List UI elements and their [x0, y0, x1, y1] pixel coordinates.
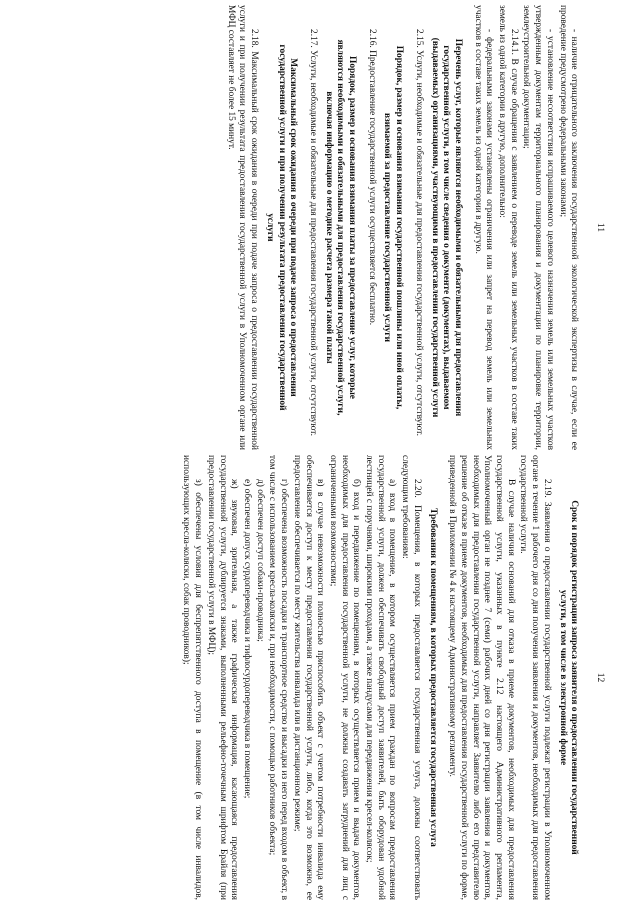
- paragraph: з) обеспечены условия для беспрепятственного доступа в помещение (в том числе инвалидов, использующих кресла-коляски, собак проводников);: [181, 455, 204, 900]
- section-heading: Перечень услуг, которые являются необходимыми и обязательными для предоставления государственной услуги, в том числе сведения о документе (документах), выдаваемом (выдаваемых) организациями, участвующими в предоставлении государственной услуги: [429, 37, 463, 418]
- paragraph: 2.19. Заявления о предоставлении государственной услуги подлежат регистрации в Уполномоченном органе в течение 1 рабочего дня со дня получения заявления и документов, необходимых для предоставления государственной услуги.: [518, 455, 552, 900]
- section-heading: Максимальный срок ожидания в очереди при подаче запроса о предоставлении государственной услуги и при получении результата предоставления государственной услуги: [264, 44, 299, 411]
- paragraph: - наличие отрицательного заключения государственной экологической экспертизы в случае, если ее проведение предусмотрено федеральными законами;: [557, 5, 580, 450]
- page-11: [5, 5, 605, 450]
- paragraph: ж) звуковая, зрительная, а также графическая информация, касающаяся предоставления государственной услуги, дублируется знаками, выполненными рельефно-точечным шрифтом Брайля (при предоставлении государственной услуги в МФЦ);: [205, 455, 240, 900]
- page-12: [5, 455, 605, 900]
- paragraph: 2.17. Услуги, необходимые и обязательные для предоставления государственной услуги, отсутствуют.: [307, 29, 318, 436]
- paragraph: 2.15. Услуги, необходимые и обязательные для предоставления государственной услуги, отсутствуют.: [413, 29, 424, 436]
- page-number: 11: [595, 222, 605, 233]
- page-number: 12: [595, 672, 605, 683]
- paragraph: 2.16. Предоставление государственной услуги осуществляется бесплатно.: [366, 29, 377, 326]
- paragraph: б) вход и передвижение по помещениям, в которых осуществляется прием и выдача документов, необходимых для предоставления государственной услуги, не должны создавать затруднений для лиц с ограниченными возможностями;: [327, 455, 362, 900]
- paragraph: 2.20. Помещения, в которых предоставляется государственная услуга, должны соответствовать следующим требованиям:: [400, 455, 422, 900]
- paragraph: 2.14.1. В случае обращения с заявлением о переводе земель или земельных участков в составе таких земель из одной категории в другую, дополнительно:: [497, 5, 519, 450]
- section-heading: Порядок, размер и основания взимания платы за предоставление услуг, которые являются необходимыми и обязательными для предоставления государственной услуги, включая информацию о методике расчета размера такой платы: [323, 39, 358, 416]
- paragraph: в) в случае невозможности полностью приспособить объект с учетом потребности инвалида ему обеспечивается доступ к месту предоставления государственной услуги, либо, когда это возможно, ее предоставление обеспечивается по месту жительства инвалида или в дистанционном режиме;: [291, 455, 326, 900]
- paragraph: - федеральными законами установлены ограничения или запрет на перевод земель или земельных участков в составе таких земель из одной категории в другую.: [472, 5, 495, 450]
- paragraph: - установление несоответствия испрашиваемого целевого назначения земель или земельных участков утвержденным документам территориального планирования и документации по планировке территории, землеустроительной документации;: [521, 5, 555, 450]
- paragraph: г) обеспечена возможность посадки в транспортное средство и высадки из него перед входом в объект, в том числе с использованием кресла-коляски и, при необходимости, с помощью работников объекта;: [267, 455, 290, 900]
- paragraph: 2.18. Максимальный срок ожидания в очереди при подаче запроса о предоставлении государственной услуги и при получении результата предоставления государственной услуги в Уполномоченном органе или МФЦ составляет не более 15 минут.: [225, 5, 260, 450]
- paragraph: а) вход в помещение, в котором осуществляется прием граждан по вопросам предоставления государственной услуги, должен обеспечивать свободный доступ заявителей, быть оборудован удобной лестницей с поручнями, широкими проходами, а также пандусами для передвижения кресел-колясок;: [364, 455, 398, 900]
- section-heading: Порядок, размер и основания взимания государственной пошлины или иной оплаты, взимаемой за предоставление государственной услуги: [382, 45, 405, 410]
- paragraph: е) обеспечен допуск сурдопереводчика и тифлосурдопереводчика в помещение;: [242, 479, 253, 799]
- section-heading: Требования к помещениям, в которых предоставляется государственная услуга: [427, 508, 438, 847]
- section-heading: Срок и порядок регистрации запроса заявителя о предоставлении государственной услуги, в том числе в электронной форме: [557, 500, 580, 855]
- paragraph: В случае наличия оснований для отказа в приеме документов, необходимых для предоставления государственной услуги, указанных в пункте 2.12 настоящего Административного регламента, Уполномоченный орган не позднее 7 (семи) рабочих дней со дня регистрации заявления и документов, необходимых для предоставления государственной услуги, направляет Заявителю либо его представителю решение об отказе в приеме документов, необходимых для предоставления государственной услуги по форме, приведенной в Приложении № 4 к настоящему Административному регламенту.: [447, 455, 516, 900]
- paragraph: д) обеспечен доступ собаки-проводника;: [254, 479, 265, 642]
